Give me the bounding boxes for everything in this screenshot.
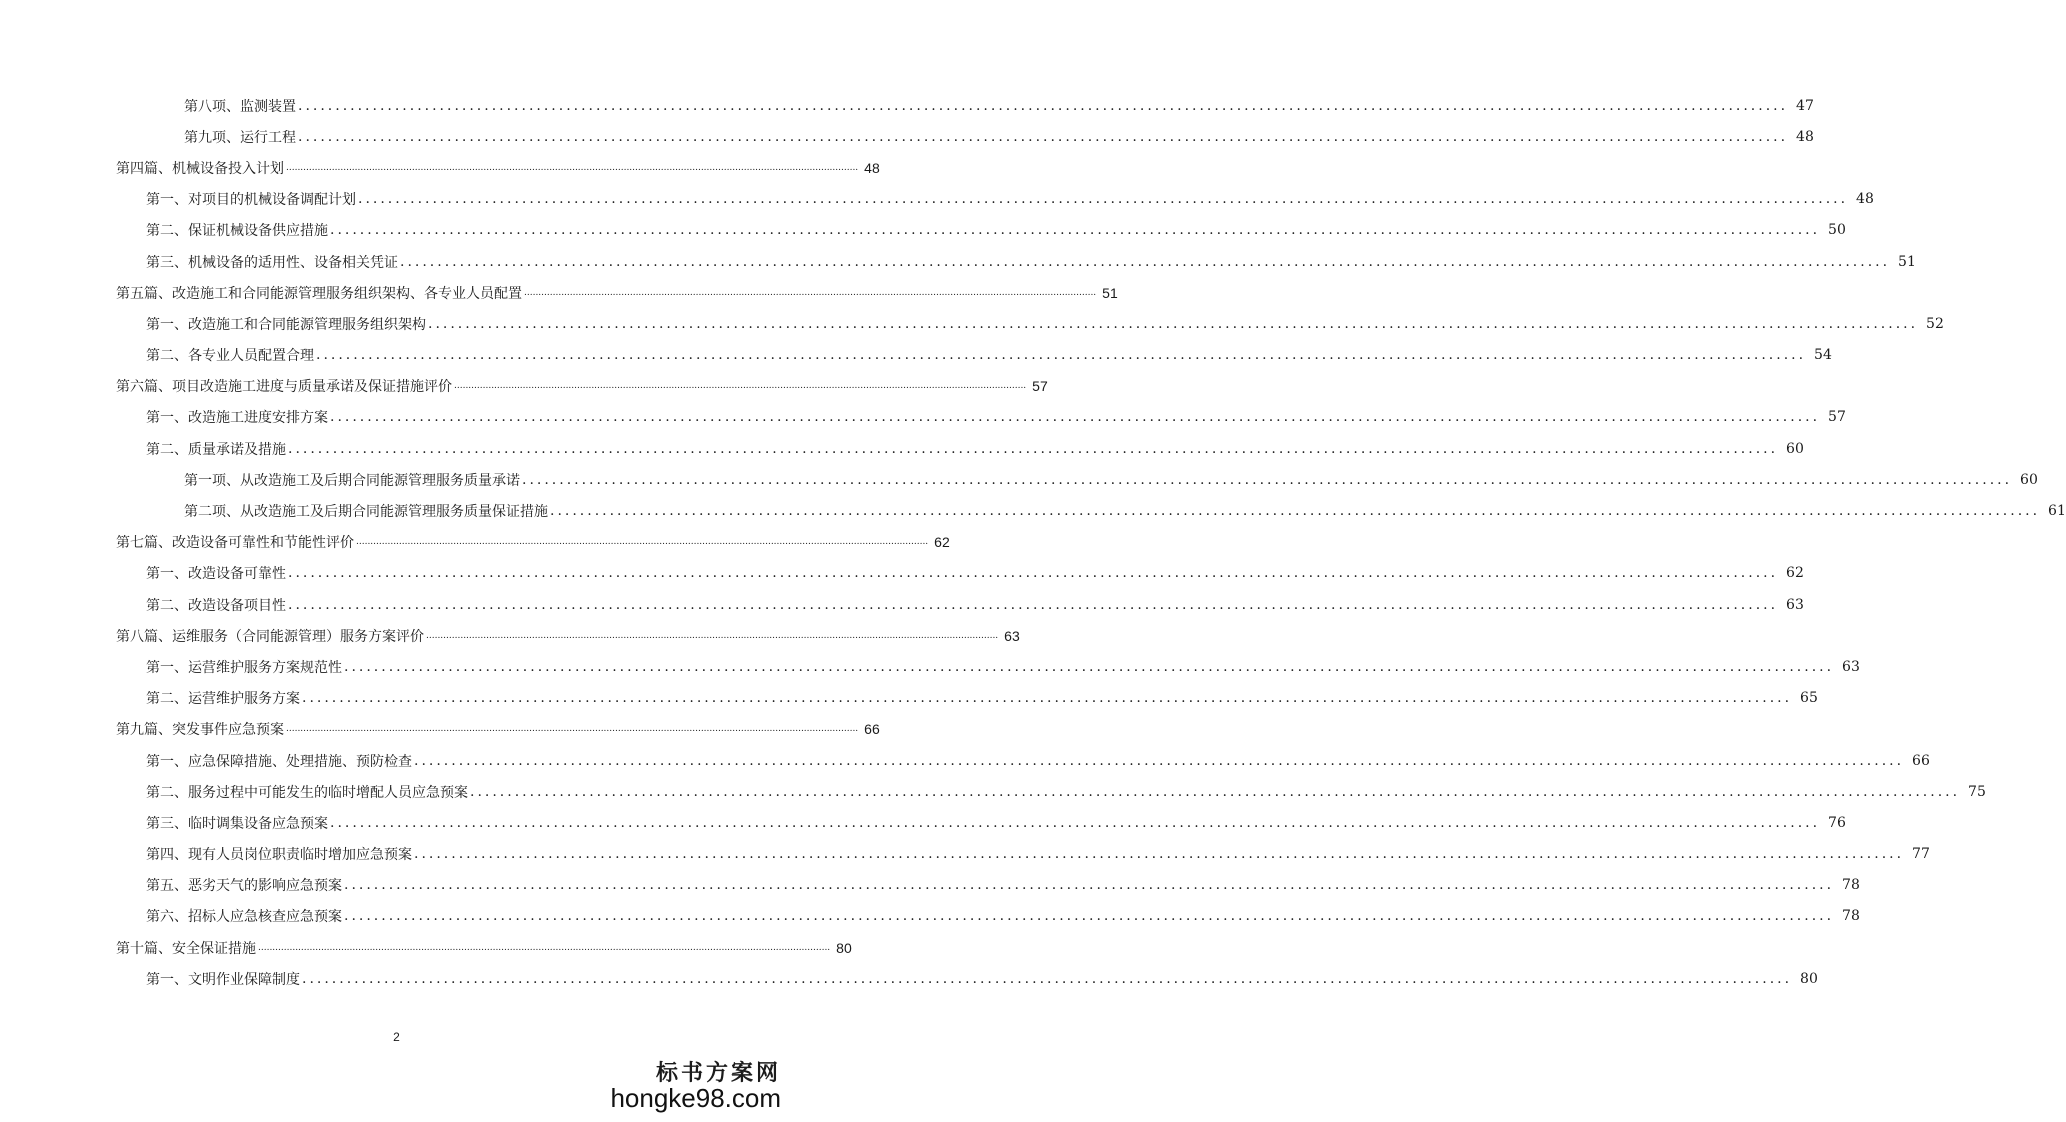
toc-entry[interactable] bbox=[0, 714, 880, 745]
toc-entry-title: 第四篇、机械设备投入计划 bbox=[116, 160, 284, 177]
toc-entry-title: 第三、临时调集设备应急预案 bbox=[146, 815, 328, 832]
toc-entry[interactable] bbox=[0, 963, 1818, 994]
toc-entry-page: 80 bbox=[1800, 970, 1818, 987]
toc-entry-title: 第四、现有人员岗位职责临时增加应急预案 bbox=[146, 847, 412, 864]
toc-entry-page: 48 bbox=[1796, 128, 1814, 145]
toc-entry-page: 65 bbox=[1800, 690, 1818, 707]
toc-entry[interactable] bbox=[0, 90, 1814, 121]
toc-entry-title: 第二、质量承诺及措施 bbox=[146, 441, 286, 458]
toc-dot-leader: ........................................................................................................................................................................................................ bbox=[414, 752, 1905, 769]
toc-dot-leader: ........................................................................................................................................................................................................ bbox=[288, 440, 1779, 457]
toc-entry[interactable] bbox=[0, 246, 1916, 277]
watermark-logo bbox=[610, 1059, 781, 1113]
toc-dot-leader: ........................................................................................................................................................................................................ bbox=[344, 658, 1835, 675]
toc-entry-page: 51 bbox=[1898, 253, 1916, 270]
toc-entry-title: 第三、机械设备的适用性、设备相关凭证 bbox=[146, 254, 398, 271]
toc-entry[interactable] bbox=[0, 371, 1048, 402]
watermark-url: hongke98.com bbox=[610, 1082, 781, 1113]
toc-dot-leader: ........................................................................................................................................................................................................ bbox=[522, 471, 2013, 488]
toc-entry-title: 第二、改造设备项目性 bbox=[146, 597, 286, 614]
toc-entry-title: 第二项、从改造施工及后期合同能源管理服务质量保证措施 bbox=[184, 504, 548, 521]
toc-dot-leader: ........................................................................................................................................................................................................ bbox=[470, 783, 1961, 800]
toc-entry[interactable] bbox=[0, 121, 1814, 152]
toc-entry-page: 77 bbox=[1912, 846, 1930, 863]
toc-dot-leader: ........................................................................................................................................................................................................ bbox=[298, 97, 1789, 114]
toc-entry-page: 76 bbox=[1828, 814, 1846, 831]
toc-dot-leader: ........................................................................................................................................................................................................ bbox=[330, 409, 1821, 426]
toc-entry[interactable] bbox=[0, 870, 1860, 901]
toc-entry-page: 62 bbox=[1786, 565, 1804, 582]
toc-dot-leader: ........................................................................................................................................................................................................ bbox=[344, 877, 1835, 894]
toc-entry-page: 52 bbox=[1926, 315, 1944, 332]
toc-entry-page: 62 bbox=[934, 534, 950, 551]
toc-entry[interactable] bbox=[0, 402, 1846, 433]
toc-entry[interactable] bbox=[0, 340, 1832, 371]
toc-entry-page: 51 bbox=[1102, 284, 1118, 301]
toc-entry[interactable] bbox=[0, 776, 1986, 807]
toc-dot-leader: ........................................................................................................................................................................................................ bbox=[550, 503, 2041, 520]
toc-entry[interactable] bbox=[0, 745, 1930, 776]
toc-dot-leader: ........................................................................................................................................................................................................ bbox=[524, 287, 1097, 298]
toc-entry-title: 第一、改造施工进度安排方案 bbox=[146, 410, 328, 427]
toc-entry[interactable] bbox=[0, 464, 2038, 495]
toc-entry[interactable] bbox=[0, 683, 1818, 714]
toc-entry[interactable] bbox=[0, 589, 1804, 620]
toc-entry-title: 第六篇、项目改造施工进度与质量承诺及保证措施评价 bbox=[116, 379, 452, 396]
toc-entry[interactable] bbox=[0, 495, 2066, 526]
toc-entry-page: 48 bbox=[1856, 191, 1874, 208]
toc-entry[interactable] bbox=[0, 277, 1118, 308]
toc-entry-title: 第八篇、运维服务（合同能源管理）服务方案评价 bbox=[116, 628, 424, 645]
toc-entry[interactable] bbox=[0, 308, 1944, 339]
toc-dot-leader: ........................................................................................................................................................................................................ bbox=[400, 253, 1891, 270]
toc-dot-leader: ........................................................................................................................................................................................................ bbox=[316, 347, 1807, 364]
toc-entry-page: 54 bbox=[1814, 347, 1832, 364]
watermark-text-cn: 标书方案网 bbox=[655, 1059, 781, 1086]
toc-entry-title: 第一、改造施工和合同能源管理服务组织架构 bbox=[146, 316, 426, 333]
page-number: 2 bbox=[393, 1030, 400, 1044]
toc-dot-leader: ........................................................................................................................................................................................................ bbox=[298, 128, 1789, 145]
toc-entry-page: 48 bbox=[864, 159, 880, 176]
toc-dot-leader: ........................................................................................................................................................................................................ bbox=[258, 942, 831, 953]
toc-dot-leader: ........................................................................................................................................................................................................ bbox=[288, 596, 1779, 613]
toc-entry-title: 第五篇、改造施工和合同能源管理服务组织架构、各专业人员配置 bbox=[116, 285, 522, 302]
toc-entry-title: 第一、应急保障措施、处理措施、预防检查 bbox=[146, 753, 412, 770]
toc-entry-page: 60 bbox=[1786, 440, 1804, 457]
toc-entry-page: 66 bbox=[864, 721, 880, 738]
toc-entry-page: 78 bbox=[1842, 908, 1860, 925]
toc-entry-title: 第一、改造设备可靠性 bbox=[146, 566, 286, 583]
toc-entry-page: 66 bbox=[1912, 752, 1930, 769]
toc-entry-title: 第一、对项目的机械设备调配计划 bbox=[146, 192, 356, 209]
toc-entry-title: 第九篇、突发事件应急预案 bbox=[116, 722, 284, 739]
toc-entry[interactable] bbox=[0, 651, 1860, 682]
toc-entry-title: 第六、招标人应急核查应急预案 bbox=[146, 909, 342, 926]
toc-entry[interactable] bbox=[0, 527, 950, 558]
toc-entry-title: 第二、服务过程中可能发生的临时增配人员应急预案 bbox=[146, 784, 468, 801]
toc-entry-page: 63 bbox=[1004, 627, 1020, 644]
toc-entry-title: 第一项、从改造施工及后期合同能源管理服务质量承诺 bbox=[184, 472, 520, 489]
toc-entry-title: 第八项、监测装置 bbox=[184, 98, 296, 115]
toc-entry-page: 60 bbox=[2020, 471, 2038, 488]
toc-entry[interactable] bbox=[0, 558, 1804, 589]
toc-entry[interactable] bbox=[0, 215, 1846, 246]
toc-entry[interactable] bbox=[0, 839, 1930, 870]
toc-entry-title: 第十篇、安全保证措施 bbox=[116, 940, 256, 957]
toc-entry-page: 80 bbox=[836, 939, 852, 956]
table-of-contents bbox=[0, 90, 2066, 994]
toc-dot-leader: ........................................................................................................................................................................................................ bbox=[286, 724, 859, 735]
toc-entry-title: 第二、运营维护服务方案 bbox=[146, 691, 300, 708]
toc-entry-page: 63 bbox=[1786, 596, 1804, 613]
toc-entry-title: 第七篇、改造设备可靠性和节能性评价 bbox=[116, 535, 354, 552]
toc-dot-leader: ........................................................................................................................................................................................................ bbox=[330, 222, 1821, 239]
toc-entry[interactable] bbox=[0, 184, 1874, 215]
toc-dot-leader: ........................................................................................................................................................................................................ bbox=[414, 846, 1905, 863]
toc-dot-leader: ........................................................................................................................................................................................................ bbox=[286, 162, 859, 173]
toc-entry-page: 57 bbox=[1032, 378, 1048, 395]
toc-entry-page: 63 bbox=[1842, 658, 1860, 675]
toc-entry-page: 47 bbox=[1796, 97, 1814, 114]
toc-entry[interactable] bbox=[0, 152, 880, 183]
toc-entry-page: 78 bbox=[1842, 877, 1860, 894]
toc-dot-leader: ........................................................................................................................................................................................................ bbox=[358, 191, 1849, 208]
toc-entry[interactable] bbox=[0, 807, 1846, 838]
toc-entry-page: 50 bbox=[1828, 222, 1846, 239]
toc-dot-leader: ........................................................................................................................................................................................................ bbox=[302, 970, 1793, 987]
toc-entry-title: 第二、保证机械设备供应措施 bbox=[146, 223, 328, 240]
toc-dot-leader: ........................................................................................................................................................................................................ bbox=[356, 537, 929, 548]
toc-dot-leader: ........................................................................................................................................................................................................ bbox=[288, 565, 1779, 582]
toc-entry-title: 第二、各专业人员配置合理 bbox=[146, 348, 314, 365]
toc-entry-title: 第五、恶劣天气的影响应急预案 bbox=[146, 878, 342, 895]
toc-entry-page: 61 bbox=[2048, 503, 2066, 520]
toc-entry[interactable] bbox=[0, 620, 1020, 651]
toc-entry[interactable] bbox=[0, 433, 1804, 464]
toc-dot-leader: ........................................................................................................................................................................................................ bbox=[426, 630, 999, 641]
toc-dot-leader: ........................................................................................................................................................................................................ bbox=[344, 908, 1835, 925]
toc-entry[interactable] bbox=[0, 901, 1860, 932]
toc-entry-title: 第一、运营维护服务方案规范性 bbox=[146, 659, 342, 676]
toc-entry[interactable] bbox=[0, 932, 852, 963]
toc-entry-title: 第一、文明作业保障制度 bbox=[146, 971, 300, 988]
toc-entry-title: 第九项、运行工程 bbox=[184, 129, 296, 146]
toc-dot-leader: ........................................................................................................................................................................................................ bbox=[428, 315, 1919, 332]
toc-dot-leader: ........................................................................................................................................................................................................ bbox=[454, 381, 1027, 392]
toc-entry-page: 57 bbox=[1828, 409, 1846, 426]
toc-dot-leader: ........................................................................................................................................................................................................ bbox=[330, 814, 1821, 831]
toc-entry-page: 75 bbox=[1968, 783, 1986, 800]
toc-dot-leader: ........................................................................................................................................................................................................ bbox=[302, 690, 1793, 707]
